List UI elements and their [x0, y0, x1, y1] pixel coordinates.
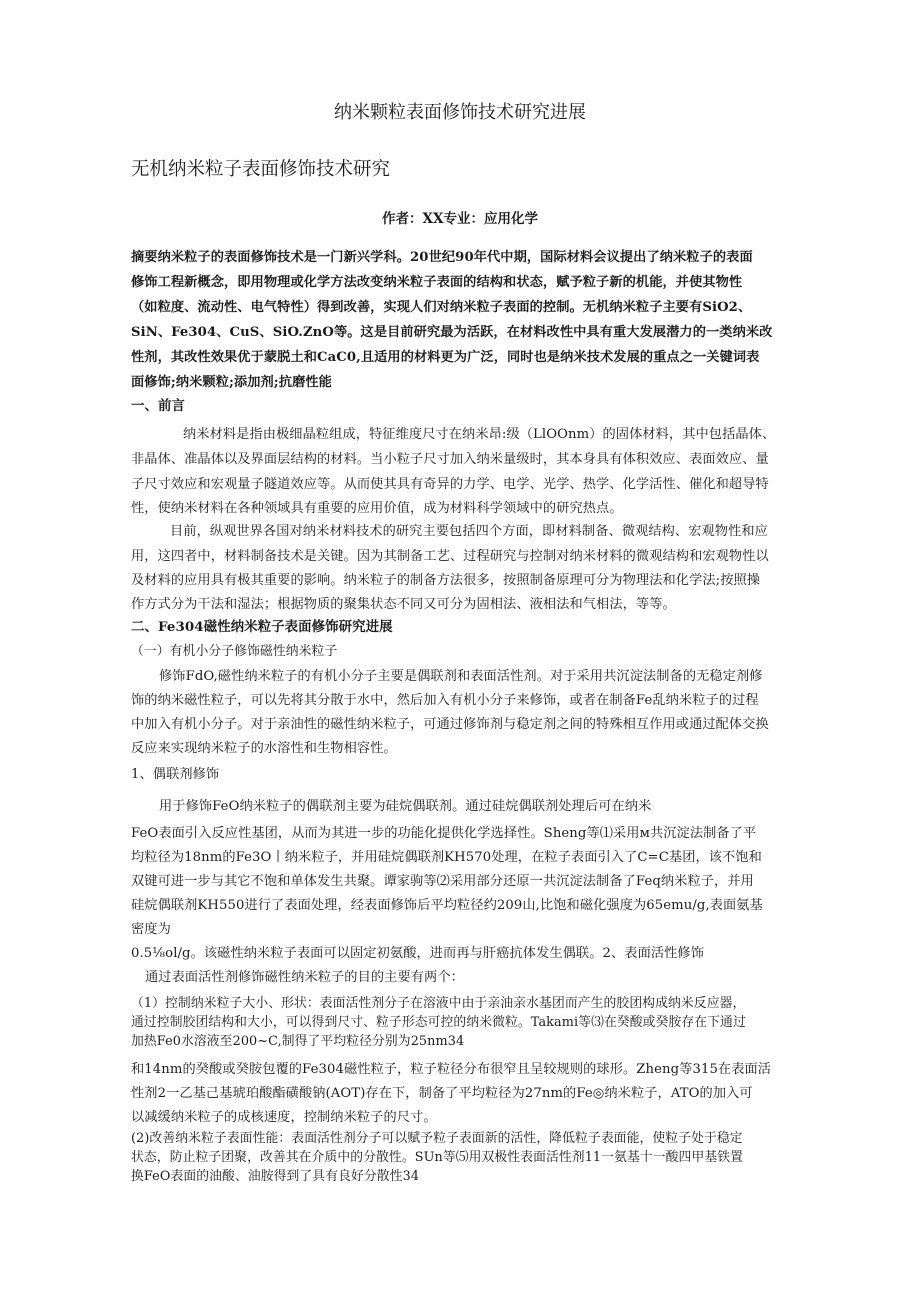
- paragraph-line: 通过表面活性剂修饰磁性纳米粒子的目的主要有两个：: [145, 970, 464, 985]
- paragraph-line: 用，这四者中，材料制备技术是关键。因为其制备工艺、过程研究与控制对纳米材料的微观结构和宏观物性以: [131, 549, 769, 564]
- document-title: 纳米颗粒表面修饰技术研究进展: [334, 102, 586, 123]
- item-heading: 1、偶联剂修饰: [131, 767, 220, 782]
- paragraph-line: 硅烷偶联剂KH550进行了表面处理，经表面修饰后平均粒径约209山,比饱和磁化强度为65emu∕g,表面氨基: [131, 898, 763, 913]
- paragraph-line: FeO表面引入反应性基团，从而为其进一步的功能化提供化学选择性。Sheng等⑴采用м共沉淀法制备了平: [131, 826, 757, 841]
- paragraph-line: (2)改善纳米粒子表面性能：表面活性剂分子可以赋予粒子表面新的活性，降低粒子表面能，使粒子处于稳定: [131, 1131, 743, 1146]
- paragraph-line: 作方式分为干法和湿法；根据物质的聚集状态不同又可分为固相法、液相法和气相法，等等。: [131, 597, 676, 612]
- subsection-heading: （一）有机小分子修饰磁性纳米粒子: [131, 644, 338, 659]
- paragraph-line: 状态，防止粒子团聚，改善其在介质中的分散性。SUn等⑸用双极性表面活性剂11一氨基十一酸四甲基铁置: [131, 1150, 744, 1165]
- paragraph-line: 和14nm的癸酸或癸胺包覆的Fe304磁性粒子，粒子粒径分布很窄且呈较规则的球形。Zheng等315在表面活: [131, 1062, 772, 1077]
- paragraph-line: 双键可进一步与其它不饱和单体发生共聚。谭家驹等⑵采用部分还原一共沉淀法制备了Feq纳米粒子，并用: [131, 874, 754, 889]
- author-line: 作者：XX专业：应用化学: [382, 211, 538, 227]
- abstract-line: 面修饰;纳米颗粒;添加剂;抗磨性能: [131, 375, 332, 390]
- paragraph-line: 密度为: [131, 922, 171, 937]
- paragraph-line: 换FeO表面的油酸、油胺得到了具有良好分散性34: [131, 1169, 420, 1184]
- paragraph-line: 中加入有机小分子。对于亲油性的磁性纳米粒子，可通过修饰剂与稳定剂之间的特殊相互作用或通过配体交换: [131, 717, 769, 732]
- abstract-line: （如粒度、流动性、电气特性）得到改善，实现人们对纳米粒子表面的控制。无机纳米粒子主要有SiO2、: [131, 300, 752, 315]
- document-subtitle: 无机纳米粒子表面修饰技术研究: [131, 159, 391, 180]
- paragraph-line: 性剂2一乙基己基琥珀酸酯磺酸钠(AOT)存在下，制备了平均粒径为27nm的Fe◎纳米粒子，ATO的加入可: [131, 1086, 753, 1101]
- paragraph-line: 饰的纳米磁性粒子，可以先将其分散于水中，然后加入有机小分子来修饰，或者在制备Fe乱纳米粒子的过程: [131, 693, 759, 708]
- paragraph-line: 修饰FdO,磁性纳米粒子的有机小分子主要是偶联剂和表面活性剂。对于采用共沉淀法制备的无稳定剂修: [159, 669, 763, 684]
- paragraph-line: 加热Fe0水溶液至200~C,制得了平均粒径分别为25nm34: [131, 1034, 465, 1049]
- section-heading: 二、Fe304磁性纳米粒子表面修饰研究进展: [131, 619, 393, 635]
- abstract-line: 性剂，其改性效果优于蒙脱土和CaC0,且适用的材料更为广泛，同时也是纳米技术发展的重点之一关键词表: [131, 350, 760, 365]
- paragraph-line: 0.5⅛ol∕g。该磁性纳米粒子表面可以固定初氨酸，进而再与肝癌抗体发生偶联。2、表面活性修饰: [131, 946, 705, 961]
- paragraph-line: 性，使纳米材料在各种领域具有重要的应用价值，成为材料科学领域中的研究热点。: [131, 501, 623, 516]
- abstract-line: 修饰工程新概念，即用物理或化学方法改变纳米粒子表面的结构和状态，赋予粒子新的机能，并使其物性: [131, 275, 743, 290]
- paragraph-line: （1）控制纳米粒子大小、形状：表面活性剂分子在溶液中由于亲油亲水基团而产生的胶团构成纳米反应器，: [131, 996, 746, 1011]
- paragraph-line: 用于修饰FeO纳米粒子的偶联剂主要为硅烷偶联剂。通过硅烷偶联剂处理后可在纳米: [159, 799, 652, 814]
- abstract-line: 摘要纳米粒子的表面修饰技术是一门新兴学科。20世纪90年代中期，国际材料会议提出了纳米粒子的表面: [131, 250, 753, 265]
- paragraph-line: 通过控制胶团结构和大小，可以得到尺寸、粒子形态可控的纳米微粒。Takami等⑶在癸酸或癸胺存在下通过: [131, 1015, 746, 1030]
- abstract-line: SiN、Fe304、CuS、SiO.ZnO等。这是目前研究最为活跃，在材料改性中具有重大发展潜力的一类纳米改: [131, 325, 773, 340]
- paragraph-line: 均粒径为18nm的Fe3O丨纳米粒子，并用硅烷偶联剂KH570处理，在粒子表面引入了C=C基团，该不饱和: [131, 850, 762, 865]
- paragraph-line: 子尺寸效应和宏观量子隧道效应等。从而使其具有奇异的力学、电学、光学、热学、化学活性、催化和超导特: [131, 477, 769, 492]
- paragraph-line: 及材料的应用具有极其重要的影响。纳米粒子的制备方法很多，按照制备原理可分为物理法和化学法;按照操: [131, 573, 761, 588]
- paragraph-line: 非晶体、准晶体以及界面层结构的材料。当小粒子尺寸加入纳米量级时，其本身具有体积效应、表面效应、量: [131, 452, 769, 467]
- paragraph-line: 反应来实现纳米粒子的水溶性和生物相容性。: [131, 741, 397, 756]
- paragraph-line: 目前，纵观世界各国对纳米材料技术的研究主要包括四个方面，即材料制备、微观结构、宏观物性和应: [170, 524, 768, 539]
- paragraph-line: 以减缓纳米粒子的成核速度，控制纳米粒子的尺寸。: [131, 1110, 437, 1125]
- paragraph-line: 纳米材料是指由极细晶粒组成，特征维度尺寸在纳米昂:级（LlOOnm）的固体材料，其中包括晶体、: [183, 427, 776, 442]
- section-heading: 一、前言: [131, 398, 185, 414]
